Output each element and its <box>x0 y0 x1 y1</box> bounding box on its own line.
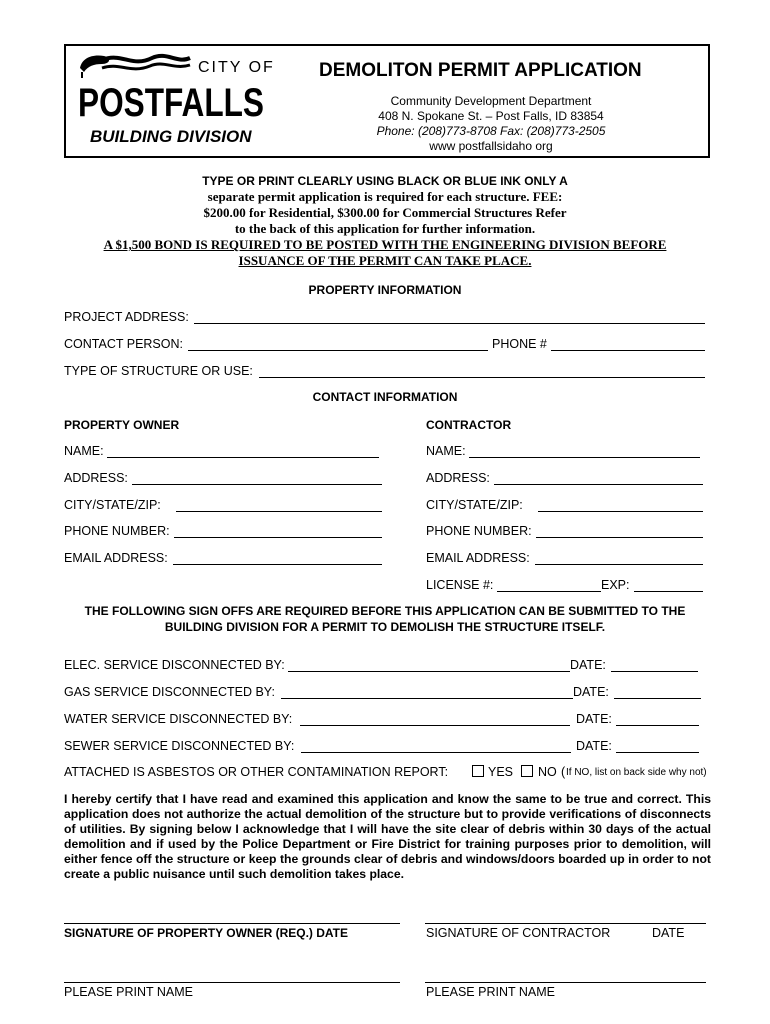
phone-field[interactable] <box>551 350 705 351</box>
city-logo <box>72 50 275 125</box>
contact-person-label: CONTACT PERSON: <box>64 337 183 351</box>
elec-date-label: DATE: <box>570 658 606 672</box>
phone-label: PHONE # <box>492 337 547 351</box>
project-address-field[interactable] <box>194 323 705 324</box>
gas-label: GAS SERVICE DISCONNECTED BY: <box>64 685 275 699</box>
elec-label: ELEC. SERVICE DISCONNECTED BY: <box>64 658 285 672</box>
owner-email-label: EMAIL ADDRESS: <box>64 551 168 565</box>
exp-label: EXP: <box>601 578 630 592</box>
contractor-city-label: CITY/STATE/ZIP: <box>426 498 523 512</box>
division-label: BUILDING DIVISION <box>90 127 252 146</box>
contractor-name-field[interactable] <box>469 457 700 458</box>
water-field[interactable] <box>300 725 570 726</box>
dept-phone-fax: Phone: (208)773-8708 Fax: (208)773-2505 <box>376 124 606 138</box>
contractor-address-label: ADDRESS: <box>426 471 490 485</box>
gas-date-label: DATE: <box>573 685 609 699</box>
structure-type-field[interactable] <box>259 377 705 378</box>
asbestos-yes-checkbox[interactable] <box>472 765 484 777</box>
owner-print-name-line[interactable] <box>64 982 400 983</box>
contractor-name-label: NAME: <box>426 444 466 458</box>
owner-signature-line[interactable] <box>64 923 400 924</box>
owner-print-name-label: PLEASE PRINT NAME <box>64 985 193 999</box>
sewer-date-field[interactable] <box>616 752 699 753</box>
contractor-city-field[interactable] <box>538 511 703 512</box>
asbestos-no-note: If NO, list on back side why not) <box>566 767 707 778</box>
logo-city-text: CITY OF <box>198 59 275 76</box>
structure-type-label: TYPE OF STRUCTURE OR USE: <box>64 364 253 378</box>
owner-name-field[interactable] <box>107 457 379 458</box>
contact-person-field[interactable] <box>188 350 488 351</box>
sewer-label: SEWER SERVICE DISCONNECTED BY: <box>64 739 295 753</box>
instructions-line-4: to the back of this application for further information. <box>234 221 536 236</box>
gas-date-field[interactable] <box>614 698 701 699</box>
asbestos-no-checkbox[interactable] <box>521 765 533 777</box>
asbestos-no-note-paren: ( <box>561 765 566 779</box>
property-info-heading: PROPERTY INFORMATION <box>308 283 462 297</box>
instructions-line-2: separate permit application is required for each structure. FEE: <box>207 189 563 204</box>
logo-name-text: POSTFALLS <box>78 81 264 125</box>
contractor-date-label: DATE <box>652 926 685 940</box>
owner-city-field[interactable] <box>176 511 382 512</box>
license-field[interactable] <box>497 591 601 592</box>
dept-address: 408 N. Spokane St. – Post Falls, ID 83854 <box>378 109 604 123</box>
dept-website: www postfallsidaho org <box>429 139 553 153</box>
contractor-signature-line[interactable] <box>425 923 706 924</box>
certification-text: I hereby certify that I have read and examined this application and know the same to be true and correct. This application does not authorize the actual demolition of the structure but to provide verifications of disconnects of utilities. By signing below I acknowledge that I will have the site clear of debris within 30 days of the actual demolition and if used by the Police Department or Fire District for training purposes prior to demolition, will either fence off the structure or keep the grounds clear of debris and windows/doors boarded up in order to not create a public nuisance until such demolition takes place. <box>64 792 711 881</box>
owner-heading: PROPERTY OWNER <box>64 418 180 432</box>
owner-phone-field[interactable] <box>174 537 382 538</box>
owner-phone-label: PHONE NUMBER: <box>64 524 170 538</box>
signoff-notice-line-1: THE FOLLOWING SIGN OFFS ARE REQUIRED BEFORE THIS APPLICATION CAN BE SUBMITTED TO THE <box>84 604 686 618</box>
water-date-label: DATE: <box>576 712 612 726</box>
contractor-email-field[interactable] <box>535 564 703 565</box>
license-label: LICENSE #: <box>426 578 494 592</box>
contractor-heading: CONTRACTOR <box>426 418 512 432</box>
bond-notice-line-2: ISSUANCE OF THE PERMIT CAN TAKE PLACE. <box>238 253 532 268</box>
owner-address-label: ADDRESS: <box>64 471 128 485</box>
owner-signature-label: SIGNATURE OF PROPERTY OWNER (REQ.) DATE <box>64 926 349 940</box>
owner-email-field[interactable] <box>173 564 382 565</box>
gas-field[interactable] <box>281 698 573 699</box>
owner-address-field[interactable] <box>132 484 382 485</box>
elec-date-field[interactable] <box>611 671 698 672</box>
exp-field[interactable] <box>634 591 703 592</box>
asbestos-no-label: NO <box>538 765 557 779</box>
instructions-line-3: $200.00 for Residential, $300.00 for Commercial Structures Refer <box>203 205 567 220</box>
project-address-label: PROJECT ADDRESS: <box>64 310 189 324</box>
asbestos-label: ATTACHED IS ASBESTOS OR OTHER CONTAMINATION REPORT: <box>64 765 449 779</box>
bond-notice-line-1: A $1,500 BOND IS REQUIRED TO BE POSTED WITH THE ENGINEERING DIVISION BEFORE <box>103 237 667 252</box>
sewer-date-label: DATE: <box>576 739 612 753</box>
contractor-signature-label: SIGNATURE OF CONTRACTOR <box>426 926 611 940</box>
contractor-phone-field[interactable] <box>536 537 703 538</box>
dept-name: Community Development Department <box>390 94 592 108</box>
contact-info-heading: CONTACT INFORMATION <box>312 390 458 404</box>
contractor-email-label: EMAIL ADDRESS: <box>426 551 530 565</box>
owner-name-label: NAME: <box>64 444 104 458</box>
elec-field[interactable] <box>288 671 570 672</box>
owner-city-label: CITY/STATE/ZIP: <box>64 498 161 512</box>
contractor-print-name-label: PLEASE PRINT NAME <box>426 985 555 999</box>
contractor-phone-label: PHONE NUMBER: <box>426 524 532 538</box>
instructions-line-1: TYPE OR PRINT CLEARLY USING BLACK OR BLUE INK ONLY A <box>202 174 568 188</box>
contractor-print-name-line[interactable] <box>425 982 706 983</box>
signoff-notice-line-2: BUILDING DIVISION FOR A PERMIT TO DEMOLISH THE STRUCTURE ITSELF. <box>164 620 606 634</box>
water-date-field[interactable] <box>616 725 699 726</box>
form-title: DEMOLITON PERMIT APPLICATION <box>319 60 642 81</box>
contractor-address-field[interactable] <box>494 484 703 485</box>
asbestos-yes-label: YES <box>488 765 514 779</box>
water-label: WATER SERVICE DISCONNECTED BY: <box>64 712 293 726</box>
sewer-field[interactable] <box>301 752 571 753</box>
